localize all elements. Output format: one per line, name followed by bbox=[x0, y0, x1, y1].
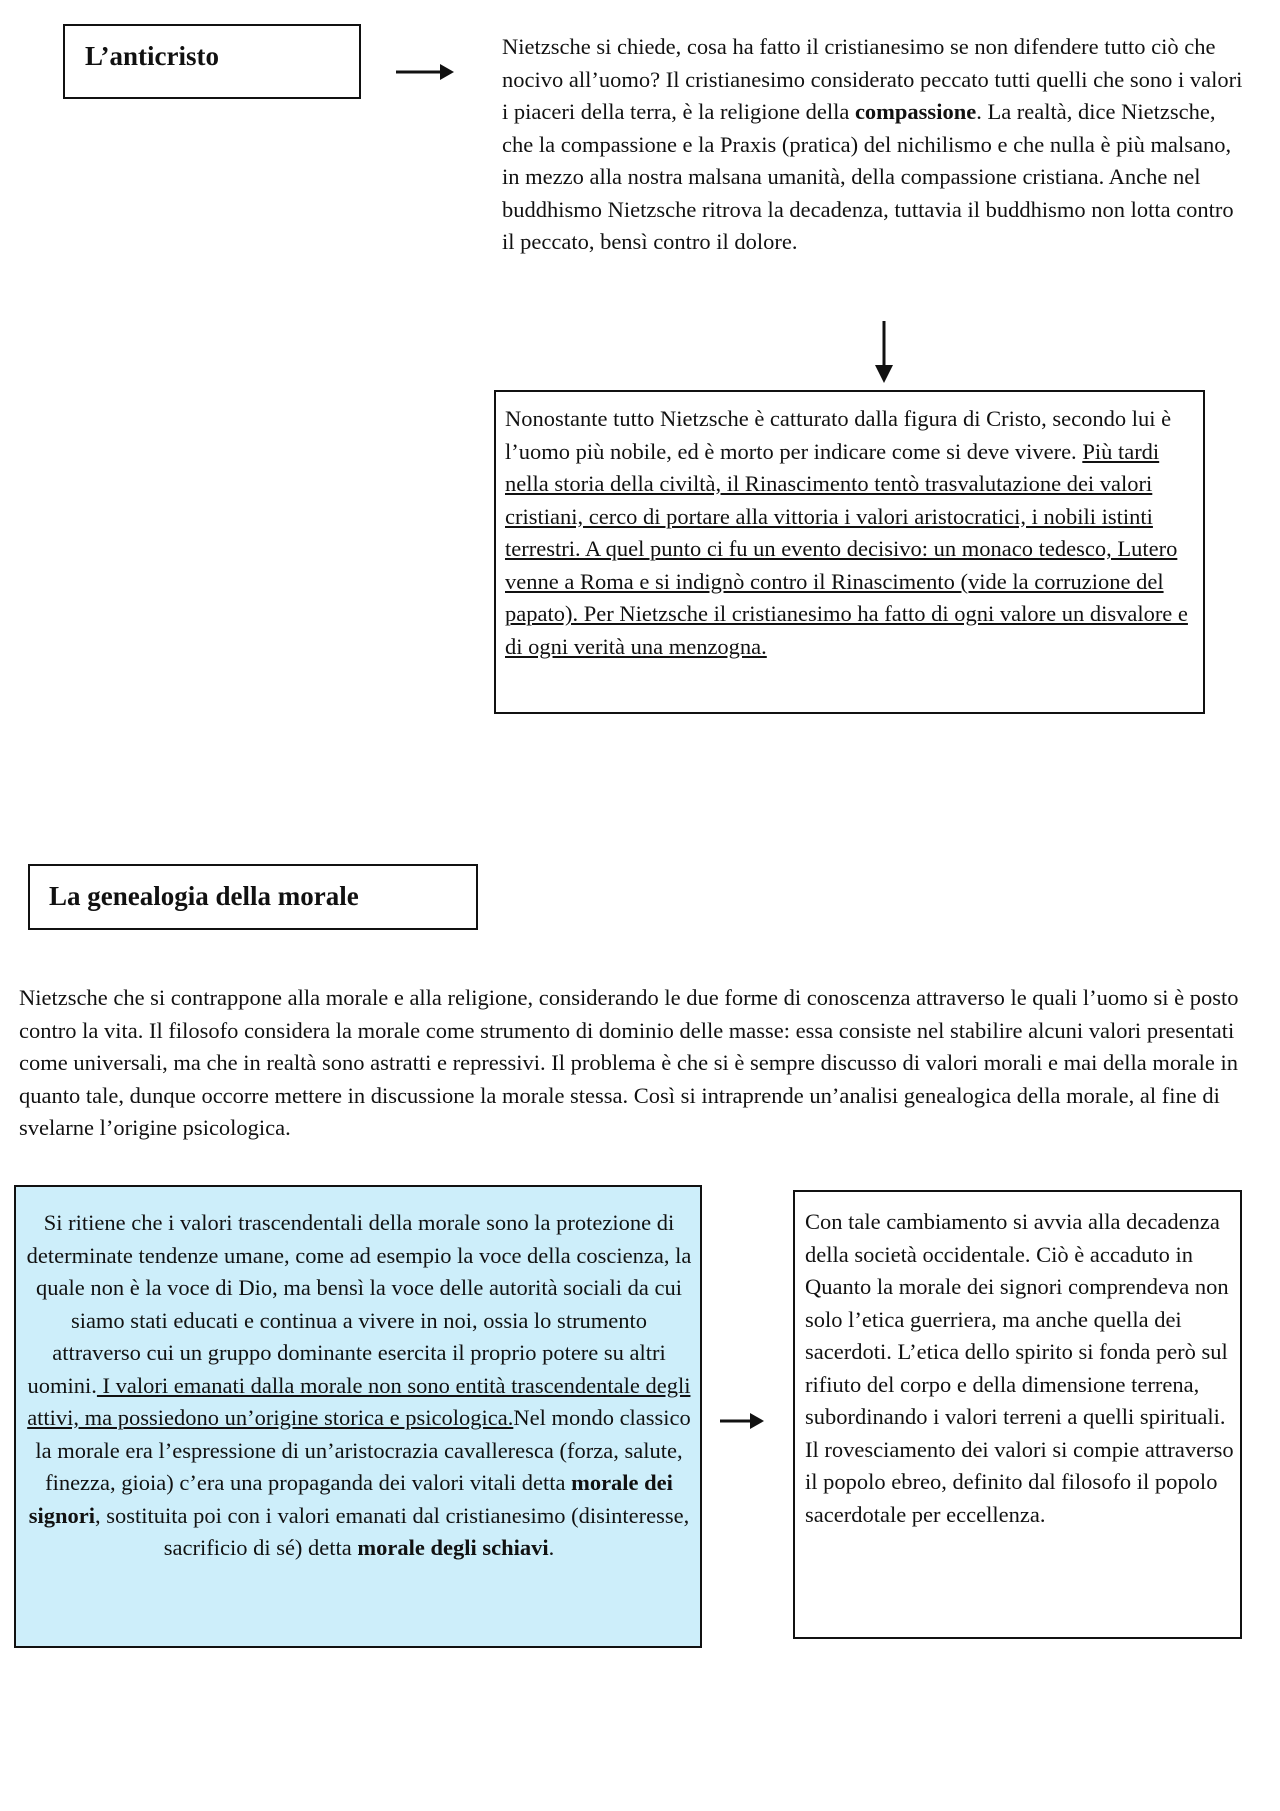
anticristo-paragraph bbox=[502, 31, 1250, 259]
anticristo-title: L’anticristo bbox=[85, 41, 219, 71]
cristo-box bbox=[494, 390, 1205, 714]
bold-morale-dei-signori: morale dei signori bbox=[28, 1470, 673, 1528]
anticristo-title-box bbox=[63, 24, 361, 99]
left-text-3: , sostituita poi con i valori emanati dal cristianesimo (disinteresse, sacrificio di sé) detta bbox=[95, 1502, 690, 1560]
anticristo-text-1: Nietzsche si chiede, cosa ha fatto il cristianesimo se non difendere tutto ciò che nocivo all’uomo? Il cristianesimo considerato peccato tutti quelli che sono i valori i piaceri della terra, è la religione della bbox=[502, 34, 1243, 124]
arrow-right-icon-2 bbox=[720, 1410, 766, 1432]
left-text-1: Si ritiene che i valori trascendentali della morale sono la protezione di determinate tendenze umane, come ad esempio la voce della coscienza, la quale non è la voce di Dio, ma bensì la voce delle autorità sociali da cui siamo stati educati e continua a vivere in noi, ossia lo strumento attraverso cui un gruppo dominante esercita il proprio potere su altri uomini. bbox=[26, 1210, 692, 1398]
left-text-2: Nel mondo classico la morale era l’espressione di un’aristocrazia cavalleresca (forza, salute, finezza, gioia) c’era una propaganda dei valori vitali detta bbox=[35, 1405, 691, 1495]
arrow-right-icon bbox=[396, 60, 456, 84]
left-text-4: . bbox=[548, 1535, 555, 1560]
genealogia-left-box bbox=[14, 1185, 702, 1648]
genealogia-title-box bbox=[28, 864, 478, 930]
genealogia-title: La genealogia della morale bbox=[49, 881, 359, 911]
cristo-paragraph bbox=[505, 403, 1193, 663]
anticristo-text-2: . La realtà, dice Nietzsche, che la compassione e la Praxis (pratica) del nichilismo e che nulla è più malsano, in mezzo alla nostra malsana umanità, della compassione cristiana. Anche nel buddhismo Nietzsche ritrova la decadenza, tuttavia il buddhismo non lotta contro il peccato, bensì contro il dolore. bbox=[502, 99, 1234, 254]
bold-morale-degli-schiavi: morale degli schiavi bbox=[357, 1535, 549, 1560]
left-underlined-text: I valori emanati dalla morale non sono entità trascendentale degli attivi, ma possiedono un’origine storica e psicologica. bbox=[27, 1372, 691, 1430]
anticristo-bold-compassione: compassione bbox=[854, 99, 977, 124]
genealogia-right-paragraph: Con tale cambiamento si avvia alla decadenza della società occidentale. Ciò è accaduto in Quanto la morale dei signori comprendeva non solo l’etica guerriera, ma anche quella dei sacerdoti. L’etica dello spirito si fonda però sul rifiuto del corpo e della dimensione terrena, subordinando i valori terreni a quelli spirituali. Il rovesciamento dei valori si compie attraverso il popolo ebreo, definito dal filosofo il popolo sacerdotale per eccellenza. bbox=[805, 1209, 1234, 1527]
genealogia-left-paragraph bbox=[26, 1207, 692, 1565]
cristo-text: Nonostante tutto Nietzsche è catturato dalla figura di Cristo, secondo lui è l’uomo più nobile, ed è morto per indicare come si deve vivere. bbox=[505, 406, 1172, 464]
cristo-underlined-text: Più tardi nella storia della civiltà, il Rinascimento tentò trasvalutazione dei valori cristiani, cerco di portare alla vittoria i valori aristocratici, i nobili istinti terrestri. A quel punto ci fu un evento decisivo: un monaco tedesco, Lutero venne a Roma e si indignò contro il Rinascimento (vide la corruzione del papato). Per Nietzsche il cristianesimo ha fatto di ogni valore un disvalore e di ogni verità una menzogna. bbox=[505, 438, 1188, 659]
arrow-down-icon bbox=[872, 321, 896, 385]
genealogia-intro: Nietzsche che si contrappone alla morale e alla religione, considerando le due forme di conoscenza attraverso le quali l’uomo si è posto contro la vita. Il filosofo considera la morale come strumento di dominio delle masse: essa consiste nel stabilire alcuni valori presentati come universali, ma che in realtà sono astratti e repressivi. Il problema è che si è sempre discusso di valori morali e mai della morale in quanto tale, dunque occorre mettere in discussione la morale stessa. Così si intraprende un’analisi genealogica della morale, al fine di svelarne l’origine psicologica. bbox=[19, 985, 1239, 1140]
genealogia-right-box bbox=[793, 1190, 1242, 1639]
